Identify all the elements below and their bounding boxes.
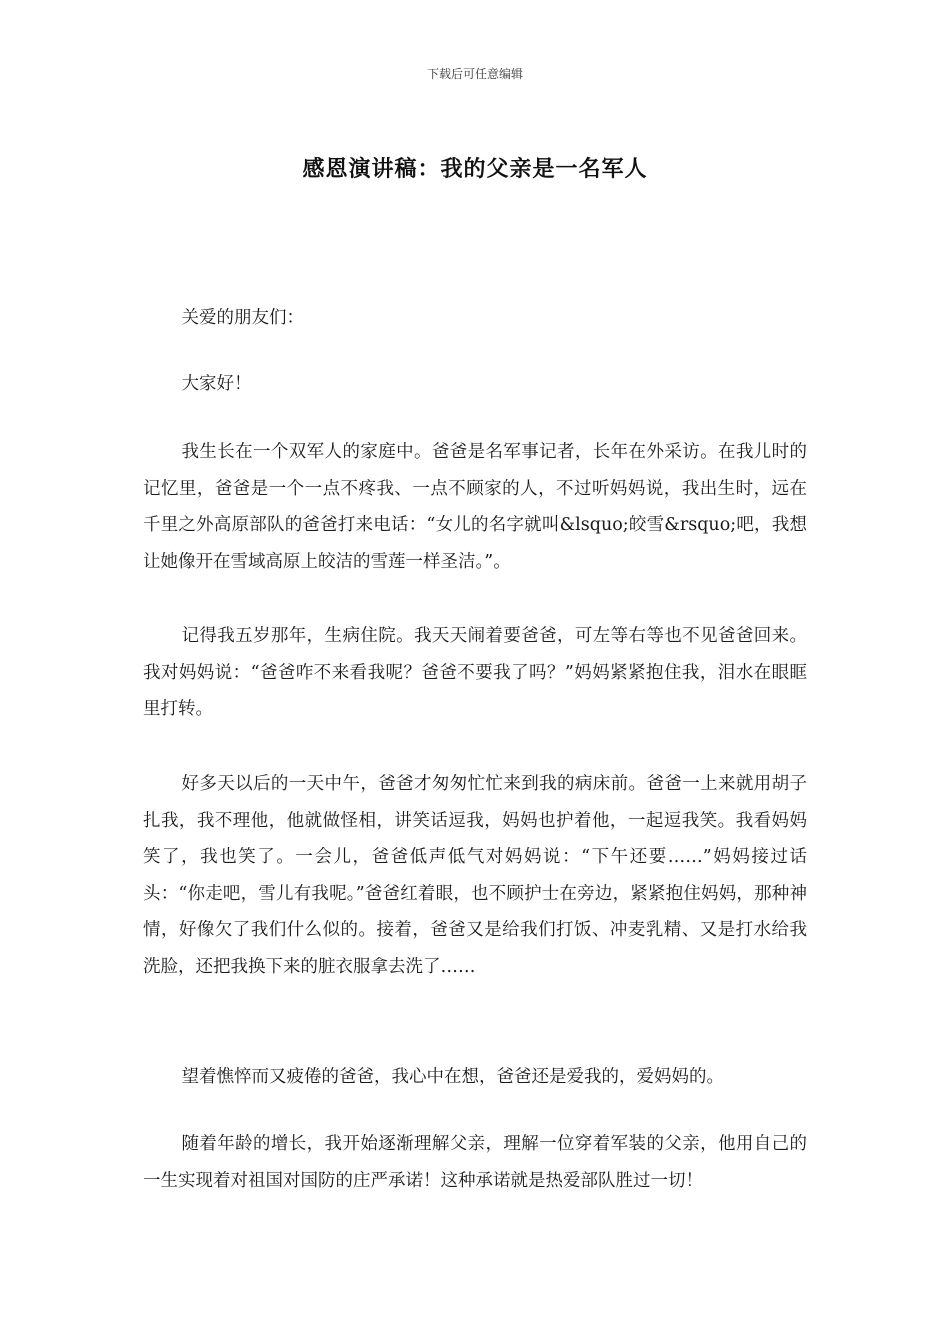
paragraph: 好多天以后的一天中午，爸爸才匆匆忙忙来到我的病床前。爸爸一上来就用胡子扎我，我不理他，他就做怪相，讲笑话逗我，妈妈也护着他，一起逗我笑。我看妈妈笑了，我也笑了。一会儿，爸爸低声低气对妈妈说：“下午还要……”妈妈接过话头：“你走吧，雪儿有我呢。”爸爸红着眼，也不顾护士在旁边，紧紧抱住妈妈，那种神情，好像欠了我们什么似的。接着，爸爸又是给我们打饭、冲麦乳精、又是打水给我洗脸，还把我换下来的脏衣服拿去洗了…… — [143, 774, 807, 977]
page-header-note: 下载后可任意编辑 — [426, 67, 523, 81]
paragraph: 关爱的朋友们： — [181, 308, 304, 328]
paragraph-reflection — [143, 1059, 807, 1096]
paragraph: 大家好！ — [181, 374, 252, 394]
paragraph-hospital — [143, 618, 807, 728]
paragraph: 我生长在一个双军人的家庭中。爸爸是名军事记者，长年在外采访。在我儿时的记忆里，爸爸是一个一点不疼我、一点不顾家的人，不过听妈妈说，我出生时，远在千里之外高原部队的爸爸打来电话：“女儿的名字就叫&lsquo;皎雪&rsquo;吧，我想让她像开在雪域高原上皎洁的雪莲一样圣洁。”。 — [143, 442, 807, 572]
document-title: 感恩演讲稿：我的父亲是一名军人 — [302, 157, 648, 182]
paragraph-visit — [143, 766, 807, 985]
paragraph: 随着年龄的增长，我开始逐渐理解父亲，理解一位穿着军装的父亲，他用自己的一生实现着对祖国对国防的庄严承诺！这种承诺就是热爱部队胜过一切！ — [143, 1134, 807, 1191]
paragraph: 望着憔悴而又疲倦的爸爸，我心中在想，爸爸还是爱我的，爱妈妈的。 — [181, 1067, 724, 1087]
paragraph-family — [143, 434, 807, 580]
paragraph-greeting — [143, 300, 807, 337]
paragraph-hello — [143, 366, 807, 403]
paragraph: 记得我五岁那年，生病住院。我天天闹着要爸爸，可左等右等也不见爸爸回来。我对妈妈说：“爸爸咋不来看我呢？爸爸不要我了吗？”妈妈紧紧抱住我，泪水在眼眶里打转。 — [143, 626, 807, 719]
paragraph-growth — [143, 1126, 807, 1199]
